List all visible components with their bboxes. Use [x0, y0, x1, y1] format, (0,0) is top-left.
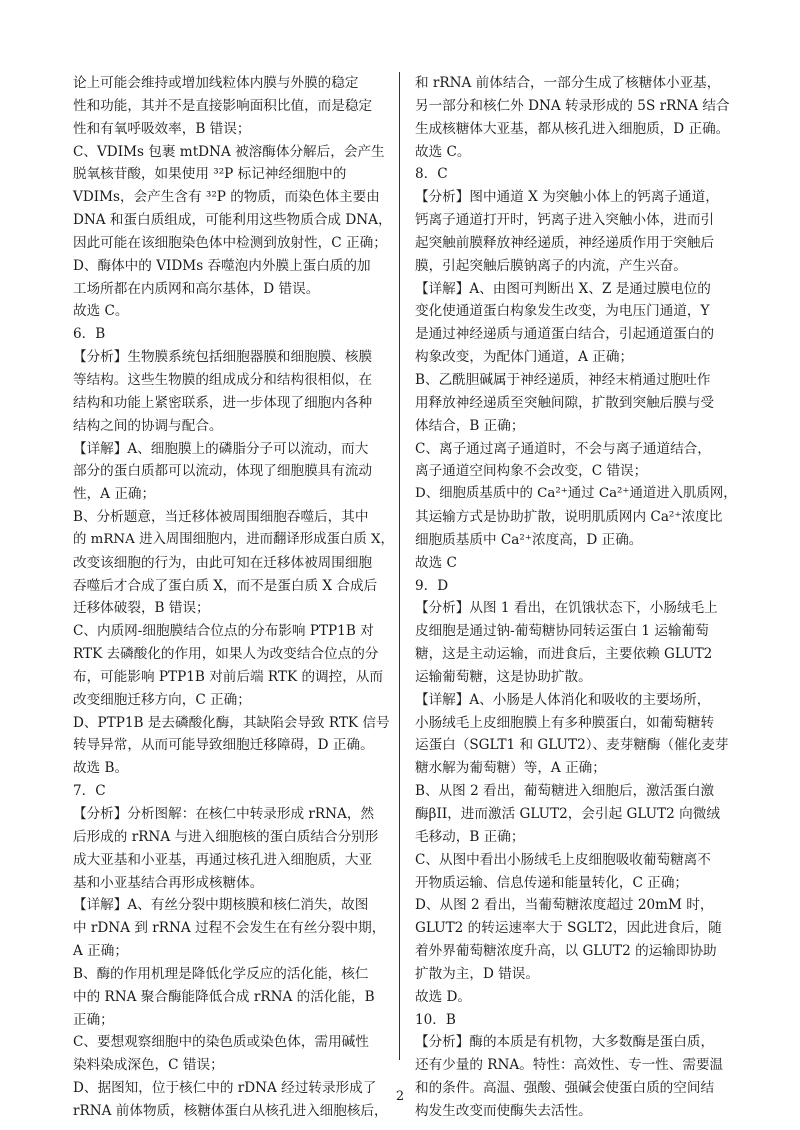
text-line: 运输葡萄糖，这是协助扩散。 [415, 668, 592, 685]
text-line: 故选 C [415, 554, 457, 571]
text-line: 迁移体破裂，B 错误； [73, 600, 210, 617]
text-line: 【详解】A、小肠是人体消化和吸收的主要场所， [415, 691, 711, 708]
text-line: 性，A 正确； [73, 486, 156, 503]
text-line: 基和小亚基结合再形成核糖体。 [73, 874, 264, 891]
text-line: 还有少量的 RNA。特性：高效性、专一性、需要温 [415, 1057, 724, 1074]
text-line: 中 rDNA 到 rRNA 过程不会发生在有丝分裂中期， [73, 920, 386, 937]
text-line: C、要想观察细胞中的染色质或染色体，需用碱性 [73, 1034, 369, 1051]
text-line: 结构和功能上紧密联系，进一步体现了细胞内各种 [73, 394, 373, 411]
text-line: 构象改变，为配体门通道，A 正确； [415, 349, 634, 366]
text-line: 扩散为主，D 错误。 [415, 965, 539, 982]
text-line: 吞噬后才合成了蛋白质 X，而不是蛋白质 X 合成后 [73, 577, 378, 594]
text-line: 细胞质基质中 Ca²⁺浓度高，D 正确。 [415, 531, 643, 548]
text-line: 的 mRNA 进入周围细胞内，进而翻译形成蛋白质 X， [73, 531, 394, 547]
text-line: 故选 D。 [415, 988, 472, 1005]
text-line: 生成核糖体大亚基，都从核孔进入细胞质，D 正确。 [415, 120, 730, 137]
text-line: 运蛋白（SGLT1 和 GLUT2）、麦芽糖酶（催化麦芽 [415, 737, 729, 754]
text-line: 膜，引起突触后膜钠离子的内流，产生兴奋。 [415, 257, 687, 274]
text-line: 改变细胞迁移方向，C 正确； [73, 691, 251, 708]
text-line: B、酶的作用机理是降低化学反应的活化能，核仁 [73, 965, 369, 982]
text-line: C、内质网-细胞膜结合位点的分布影响 PTP1B 对 [73, 623, 374, 640]
text-line: B、乙酰胆碱属于神经递质，神经末梢通过胞吐作 [415, 371, 711, 388]
text-line: 体结合，B 正确； [415, 417, 525, 434]
text-line: C、从图中看出小肠绒毛上皮细胞吸收葡萄糖离不 [415, 851, 711, 868]
text-line: 是通过神经递质与通道蛋白结合，引起通道蛋白的 [415, 326, 715, 343]
text-line: B、从图 2 看出，葡萄糖进入细胞后，激活蛋白激 [415, 783, 715, 800]
text-line: 构发生改变而使酶失去活性。 [415, 1102, 592, 1119]
text-line: 另一部分和核仁外 DNA 转录形成的 5S rRNA 结合 [415, 97, 730, 114]
text-line: 其运输方式是协助扩散，说明肌质网内 Ca²⁺浓度比 [415, 509, 723, 526]
text-line: 等结构。这些生物膜的组成成分和结构很相似，在 [73, 371, 373, 388]
text-line: D、细胞质基质中的 Ca²⁺通过 Ca²⁺通道进入肌质网， [415, 486, 737, 502]
text-line: GLUT2 的转运速率大于 SGLT2，因此进食后，随 [415, 920, 722, 937]
column-divider [399, 72, 400, 1060]
text-line: D、据图知，位于核仁中的 rDNA 经过转录形成了 [73, 1080, 377, 1097]
text-line: VDIMs，会产生含有 ³²P 的物质，而染色体主要由 [73, 189, 380, 206]
text-line: D、从图 2 看出，当葡萄糖浓度超过 20mM 时， [415, 897, 714, 914]
text-line: 正确； [73, 1011, 114, 1028]
left-column [73, 72, 398, 1123]
text-line: 离子通道空间构象不会改变，C 错误； [415, 463, 648, 480]
text-line: 【详解】A、由图可判断出 X、Z 是通过膜电位的 [415, 280, 711, 297]
text-line: 工场所都在内质网和高尔基体，D 错误。 [73, 280, 320, 297]
text-line: 酶βII，进而激活 GLUT2，会引起 GLUT2 向微绒 [415, 806, 720, 822]
text-line: DNA 和蛋白质组成，可能利用这些物质合成 DNA， [73, 212, 392, 229]
text-line: 和的条件。高温、强酸、强碱会使蛋白质的空间结 [415, 1080, 715, 1097]
text-line: 布，可能影响 PTP1B 对前后端 RTK 的调控，从而 [73, 668, 383, 685]
text-line: RTK 去磷酸化的作用，如果人为改变结合位点的分 [73, 646, 379, 663]
text-line: 糖水解为葡萄糖）等，A 正确； [415, 760, 606, 777]
text-line: 皮细胞是通过钠-葡萄糖协同转运蛋白 1 运输葡萄 [415, 623, 709, 640]
text-line: 用释放神经递质至突触间隙，扩散到突触后膜与受 [415, 394, 715, 411]
text-line: 【分析】酶的本质是有机物，大多数酶是蛋白质， [415, 1034, 715, 1051]
text-line: 糖，这是主动运输，而进食后，主要依赖 GLUT2 [415, 646, 713, 663]
text-line: B、分析题意，当迁移体被周围细胞吞噬后，其中 [73, 509, 369, 526]
text-line: 【分析】从图 1 看出，在饥饿状态下，小肠绒毛上 [415, 600, 718, 617]
text-line: 因此可能在该细胞染色体中检测到放射性，C 正确； [73, 234, 387, 251]
text-line: 改变该细胞的行为，由此可知在迁移体被周围细胞 [73, 554, 373, 571]
text-line: 【详解】A、细胞膜上的磷脂分子可以流动，而大 [73, 440, 369, 457]
text-line: 转导异常，从而可能导致细胞迁移障碍，D 正确。 [73, 737, 374, 754]
text-line: 论上可能会维持或增加线粒体内膜与外膜的稳定 [73, 75, 359, 91]
text-line: 故选 B。 [73, 760, 129, 777]
right-column [415, 72, 740, 1123]
text-line: 性和功能，其并不是直接影响面积比值，而是稳定 [73, 97, 373, 114]
text-line: 性和有氧呼吸效率，B 错误； [73, 120, 251, 137]
text-line: C、离子通过离子通道时，不会与离子通道结合， [415, 440, 711, 457]
text-line: 结构之间的协调与配合。 [73, 417, 223, 434]
text-line: 9．D [415, 577, 449, 594]
text-line: 【分析】生物膜系统包括细胞器膜和细胞膜、核膜 [73, 349, 373, 366]
text-line: C、VDIMs 包裹 mtDNA 被溶酶体分解后，会产生 [73, 143, 385, 160]
text-line: 故选 C。 [73, 303, 129, 320]
text-line: 【分析】图中通道 X 为突触小体上的钙离子通道， [415, 189, 719, 206]
text-line: 毛移动，B 正确； [415, 828, 525, 845]
text-line: 开物质运输、信息传递和能量转化，C 正确； [415, 874, 689, 891]
text-line: 变化使通道蛋白构象发生改变，为电压门通道，Y [415, 303, 710, 320]
text-line: 脱氧核苷酸，如果使用 ³²P 标记神经细胞中的 [73, 166, 347, 183]
text-line: 小肠绒毛上皮细胞膜上有多种膜蛋白，如葡萄糖转 [415, 714, 715, 731]
text-line: 染料染成深色，C 错误； [73, 1057, 224, 1074]
text-line: rRNA 前体物质，核糖体蛋白从核孔进入细胞核后， [73, 1102, 388, 1119]
text-line: A 正确； [73, 943, 128, 960]
text-line: 钙离子通道打开时，钙离子进入突触小体，进而引 [415, 212, 715, 229]
text-line: 后形成的 rRNA 与进入细胞核的蛋白质结合分别形 [73, 828, 379, 845]
text-line: 起突触前膜释放神经递质，神经递质作用于突触后 [415, 234, 715, 251]
page-number: 2 [395, 1089, 405, 1104]
text-line: 着外界葡萄糖浓度升高，以 GLUT2 的运输即协助 [415, 943, 717, 960]
text-line: 10．B [415, 1011, 456, 1028]
text-line: 和 rRNA 前体结合，一部分生成了核糖体小亚基， [415, 75, 721, 91]
text-line: D、酶体中的 VIDMs 吞噬泡内外膜上蛋白质的加 [73, 257, 371, 274]
text-line: 故选 C。 [415, 143, 471, 160]
text-line: 部分的蛋白质都可以流动，体现了细胞膜具有流动 [73, 463, 373, 480]
text-line: 【分析】分析图解：在核仁中转录形成 rRNA，然 [73, 806, 375, 822]
text-line: 7．C [73, 783, 106, 800]
text-line: 6．B [73, 326, 106, 343]
text-line: 成大亚基和小亚基，再通过核孔进入细胞质，大亚 [73, 851, 373, 868]
text-line: 中的 RNA 聚合酶能降低合成 rRNA 的活化能，B [73, 988, 375, 1005]
text-line: D、PTP1B 是去磷酸化酶，其缺陷会导致 RTK 信号 [73, 714, 390, 731]
text-line: 【详解】A、有丝分裂中期核膜和核仁消失，故图 [73, 897, 369, 914]
text-line: 8．C [415, 166, 448, 183]
